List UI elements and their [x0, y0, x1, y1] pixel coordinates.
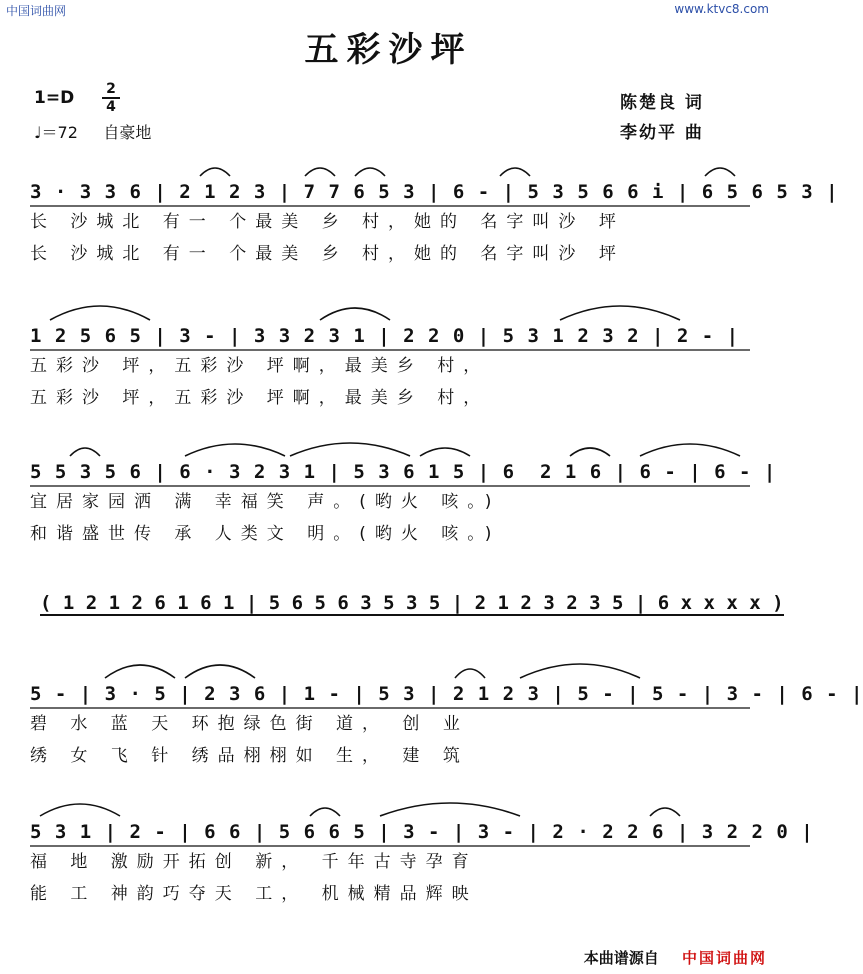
system-6 — [30, 818, 814, 910]
watermark-right: www.ktvc8.com — [674, 2, 769, 16]
slur — [320, 308, 390, 320]
slur — [310, 808, 340, 816]
slur — [640, 444, 740, 456]
lyric-verse-2: 绣 女 飞 针 绣品栩栩如 生， 建 筑 — [30, 746, 469, 766]
expression-mark: 自豪地 — [103, 123, 152, 142]
slur — [520, 664, 640, 678]
slur — [355, 168, 385, 176]
lyric-verse-1: 宜居家园洒 满 幸福笑 声。(哟火 咳。) — [30, 492, 501, 512]
lyric-verse-2: 和谐盛世传 承 人类文 明。(哟火 咳。) — [30, 524, 501, 544]
footer-brand: 中国词曲网 — [681, 949, 767, 967]
footer — [584, 947, 767, 968]
lyric-verse-2: 能 工 神韵巧夺天 工， 机械精品辉映 — [30, 884, 478, 904]
tempo-mark: ♩＝72 — [34, 123, 78, 142]
slur — [560, 306, 680, 320]
composer-credit: 李幼平 曲 — [620, 123, 704, 143]
time-bottom: 4 — [106, 99, 116, 115]
lyric-verse-2: 五彩沙 坪，五彩沙 坪啊，最美乡 村， — [30, 388, 490, 408]
slur — [570, 448, 610, 456]
lyricist-credit: 陈楚良 词 — [620, 93, 704, 113]
watermark-left: 中国词曲网 — [6, 4, 67, 18]
slur — [185, 444, 285, 456]
lyric-verse-1: 碧 水 蓝 天 环抱绿色街 道， 创 业 — [30, 714, 469, 734]
slur — [705, 168, 735, 176]
notation-line: 3 · 3 3 6 | 2 1 2 3 | 7 7 6 5 3 | 6 - | 5 3 5 6 6 i | 6 5 6 5 3 | — [30, 181, 839, 203]
slur — [290, 443, 410, 456]
system-2 — [30, 322, 750, 414]
key-signature: 1=D — [34, 88, 75, 108]
slur — [650, 808, 680, 816]
slur — [455, 669, 485, 678]
slur — [500, 168, 530, 176]
slur — [105, 665, 175, 678]
system-1 — [30, 178, 839, 270]
time-top: 2 — [106, 81, 116, 97]
notation-line: 5 3 1 | 2 - | 6 6 | 5 6 6 5 | 3 - | 3 - | 2 · 2 2 6 | 3 2 2 0 | — [30, 821, 814, 843]
slur — [70, 448, 100, 456]
tempo-line — [34, 120, 151, 143]
notation-line: 5 - | 3 · 5 | 2 3 6 | 1 - | 5 3 | 2 1 2 3 | 5 - | 5 - | 3 - | 6 - | — [30, 683, 863, 705]
lyric-verse-1: 福 地 激励开拓创 新， 千年古寺孕育 — [30, 852, 478, 872]
lyric-verse-2: 长 沙城北 有一 个最美 乡 村，她的 名字叫沙 坪 — [30, 244, 625, 264]
slur — [185, 665, 255, 678]
lyric-verse-1: 长 沙城北 有一 个最美 乡 村，她的 名字叫沙 坪 — [30, 212, 625, 232]
slur — [380, 803, 520, 816]
slur — [305, 168, 335, 176]
time-signature — [102, 82, 120, 114]
slur — [40, 804, 120, 816]
lyric-verse-1: 五彩沙 坪，五彩沙 坪啊，最美乡 村， — [30, 356, 490, 376]
system-5 — [30, 680, 863, 772]
notation-line: 5 5 3 5 6 | 6 · 3 2 3 1 | 5 3 6 1 5 | 6 2 1 6 | 6 - | 6 - | — [30, 461, 777, 483]
footer-source: 本曲谱源自 — [583, 949, 659, 967]
slur — [420, 448, 470, 456]
interlude-line: ( 1 2 1 2 6 1 6 1 | 5 6 5 6 3 5 3 5 | 2 1 2 3 2 3 5 | 6 x x x x ) — [40, 592, 784, 614]
slur — [50, 306, 150, 320]
song-title: 五彩沙坪 — [304, 30, 473, 70]
notation-line: 1 2 5 6 5 | 3 - | 3 3 2 3 1 | 2 2 0 | 5 3 1 2 3 2 | 2 - | — [30, 325, 740, 347]
slur — [200, 168, 230, 176]
system-3 — [30, 458, 777, 550]
